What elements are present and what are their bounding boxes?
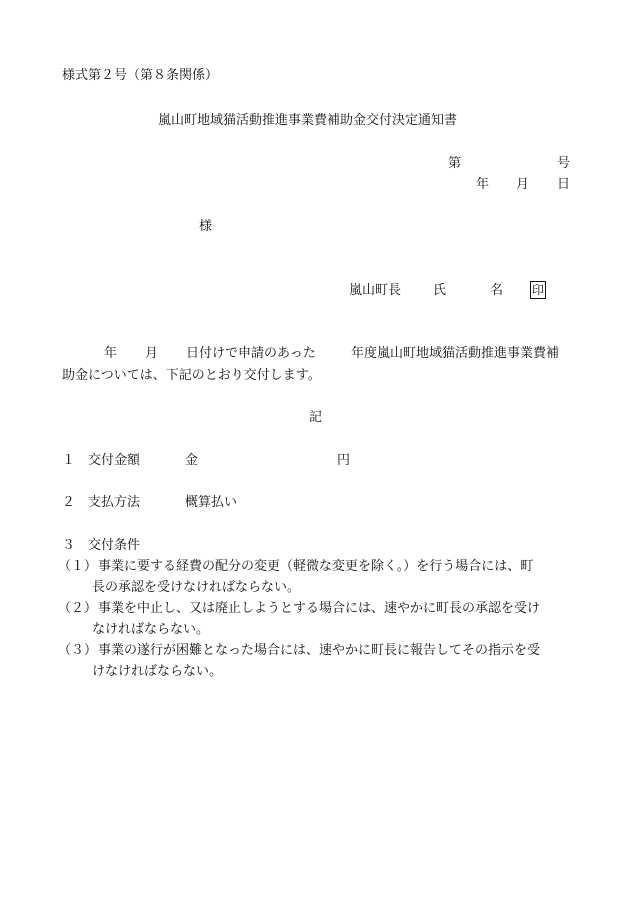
item-3-number: ３ — [62, 538, 76, 553]
body-line-2: 助金については、下記のとおり交付します。 — [62, 368, 321, 383]
item-1-value-suffix: 円 — [337, 453, 351, 468]
ki-heading: 記 — [309, 410, 323, 425]
item-1-label: 交付金額 — [88, 453, 141, 468]
condition-3-line-2: けなければならない。 — [92, 664, 223, 679]
date-year: 年 — [476, 177, 490, 192]
condition-2-line-1: 事業を中止し、又は廃止しようとする場合には、速やかに町長の承認を受け — [98, 601, 541, 616]
condition-1-number: （１） — [58, 559, 98, 574]
addressee-honorific: 様 — [199, 219, 213, 234]
condition-1-line-2: 長の承認を受けなければならない。 — [92, 580, 301, 595]
condition-1-line-1: 事業に要する経費の配分の変更（軽微な変更を除く。）を行う場合には、町 — [98, 559, 534, 574]
item-2-label: 支払方法 — [88, 495, 141, 510]
condition-2-line-2: なければならない。 — [92, 622, 210, 637]
body-year: 年 — [104, 346, 118, 361]
condition-2-number: （２） — [58, 601, 98, 616]
date-month: 月 — [516, 177, 530, 192]
issuer-position: 嵐山町長 — [349, 283, 402, 298]
number-suffix: 号 — [557, 156, 571, 171]
item-2-number: ２ — [62, 495, 76, 510]
form-label: 様式第２号（第８条関係） — [62, 68, 219, 83]
condition-3-number: （３） — [58, 643, 98, 658]
date-day: 日 — [557, 177, 571, 192]
body-month: 月 — [145, 346, 159, 361]
item-1-value-prefix: 金 — [185, 453, 199, 468]
item-3-label: 交付条件 — [88, 538, 141, 553]
issuer-name-label-1: 氏 — [433, 283, 447, 298]
number-prefix: 第 — [448, 156, 462, 171]
issuer-name-label-2: 名 — [490, 283, 504, 298]
document-title: 嵐山町地域猫活動推進事業費補助金交付決定通知書 — [158, 113, 458, 128]
body-date-text: 日付けで申請のあった — [186, 346, 316, 361]
item-2-value: 概算払い — [185, 495, 238, 510]
body-fiscal-text: 年度嵐山町地域猫活動推進事業費補 — [351, 346, 560, 361]
condition-3-line-1: 事業の遂行が困難となった場合には、速やかに町長に報告してその指示を受 — [98, 643, 541, 658]
item-1-number: １ — [62, 453, 76, 468]
seal-mark: 印 — [531, 283, 544, 297]
